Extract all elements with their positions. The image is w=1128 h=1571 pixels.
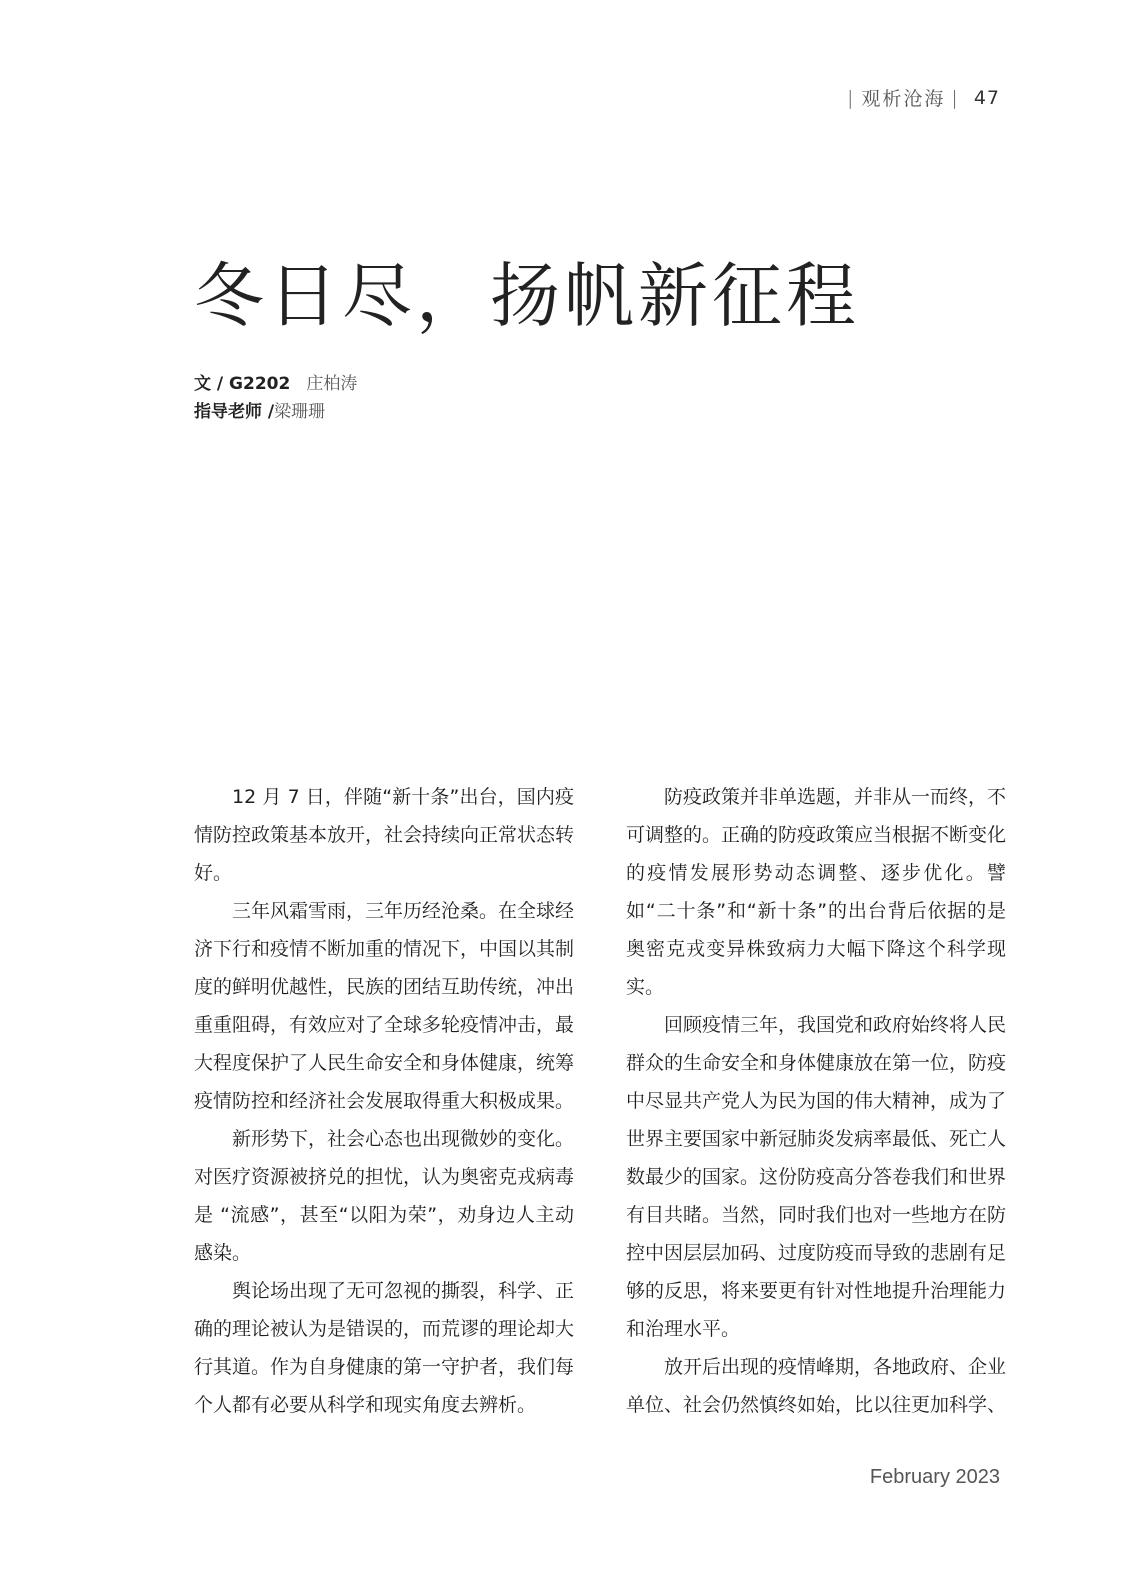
left-column [194,778,574,1424]
header-separator-right: | [951,86,960,109]
section-name: 观析沧海 [861,88,946,110]
article-title: 冬日尽，扬帆新征程 [194,255,860,337]
paragraph: 新形势下，社会心态也出现微妙的变化。 [232,1128,575,1150]
paragraph: 回顾疫情三年，我国党和政府始终将人民群众的生命安全和身体健康放在第一位，防疫中尽显共产党人为民为国的伟大精神，成为了世界主要国家中新冠肺炎发病率最低、死亡人数最少的国家。这份防疫高分答卷我们和世界有目共睹。当然，同时我们也对一些地方在防控中因层层加码、过度防疫而导致的悲剧有足够的反思，将来要更有针对性地提升治理能力和治理水平。 [626,1014,1007,1340]
author-line [194,370,357,398]
paragraph: 放开后出现的疫情峰期，各地政府、企业单位、社会仍然慎终如始，比以往更加科学、 [626,1356,1007,1416]
header-separator-left: | [846,86,856,109]
page-header [847,84,1000,111]
paragraph: 舆论场出现了无可忽视的撕裂，科学、正确的理论被认为是错误的，而荒谬的理论却大行其道。作为自身健康的第一守护者，我们每个人都有必要从科学和现实角度去辨析。 [194,1280,575,1416]
byline [194,370,357,426]
author-prefix: 文 / G2202 [194,374,291,394]
page-number: 47 [973,86,1000,109]
teacher-line [194,398,357,426]
author-name: 庄柏涛 [306,374,358,394]
paragraph: 对医疗资源被挤兑的担忧，认为奥密克戎病毒是 “流感”，甚至“以阳为荣”，劝身边人主动感染。 [194,1166,575,1264]
issue-date: February 2023 [869,1466,1000,1488]
paragraph: 三年风霜雪雨，三年历经沧桑。在全球经济下行和疫情不断加重的情况下，中国以其制度的鲜明优越性，民族的团结互助传统，冲出重重阻碍，有效应对了全球多轮疫情冲击，最大程度保护了人民生命安全和身体健康，统筹疫情防控和经济社会发展取得重大积极成果。 [194,900,575,1112]
teacher-name: 梁珊珊 [274,402,326,422]
paragraph: 防疫政策并非单选题，并非从一而终，不可调整的。正确的防疫政策应当根据不断变化的疫情发展形势动态调整、逐步优化。譬如“二十条”和“新十条”的出台背后依据的是奥密克戎变异株致病力大幅下降这个科学现实。 [626,786,1007,998]
paragraph: 12 月 7 日，伴随“新十条”出台，国内疫情防控政策基本放开，社会持续向正常状态转好。 [194,786,575,884]
teacher-prefix: 指导老师 / [194,402,275,422]
right-column [626,778,1006,1424]
